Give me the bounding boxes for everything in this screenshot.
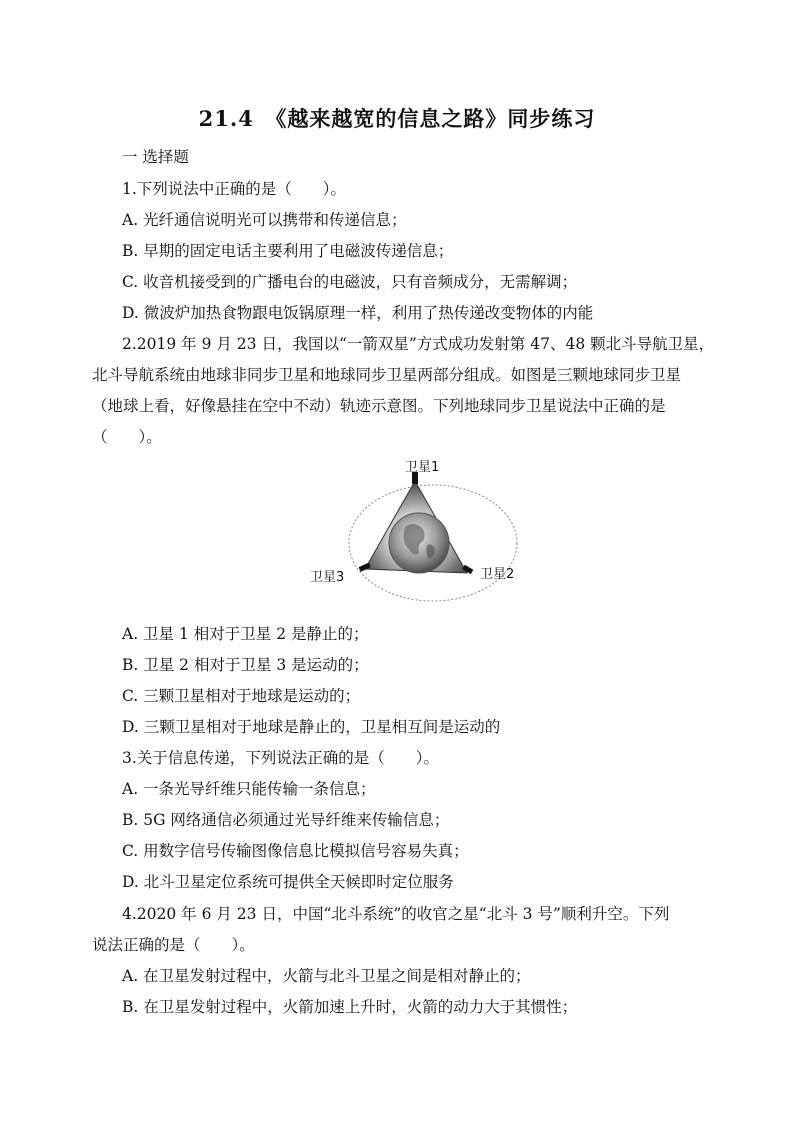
question-3-stem: 3.关于信息传递，下列说法正确的是（ ）。 — [122, 749, 440, 767]
question-2-option-a: A. 卫星 1 相对于卫星 2 是静止的； — [122, 625, 369, 643]
question-3-option-b: B. 5G 网络通信必须通过光导纤维来传输信息； — [122, 811, 450, 829]
satellite-3-label: 卫星3 — [310, 570, 345, 585]
question-3-option-d: D. 北斗卫星定位系统可提供全天候即时定位服务 — [122, 873, 454, 891]
question-2-stem-line-4: （ ）。 — [92, 428, 162, 446]
page-title: 21.4 《越来越宽的信息之路》同步练习 — [198, 106, 596, 131]
question-2-option-c: C. 三颗卫星相对于地球是运动的； — [122, 687, 361, 705]
question-1-option-a: A. 光纤通信说明光可以携带和传递信息； — [122, 211, 407, 229]
question-1-option-b: B. 早期的固定电话主要利用了电磁波传递信息； — [122, 242, 454, 260]
question-4-option-b: B. 在卫星发射过程中，火箭加速上升时，火箭的动力大于其惯性； — [122, 998, 578, 1016]
question-4-option-a: A. 在卫星发射过程中，火箭与北斗卫星之间是相对静止的； — [122, 967, 531, 985]
question-4-stem-line-2: 说法正确的是（ ）。 — [92, 936, 255, 954]
satellite-orbit-figure — [310, 455, 535, 605]
question-2-stem-line-2: 北斗导航系统由地球非同步卫星和地球同步卫星两部分组成。如图是三颗地球同步卫星 — [92, 366, 682, 384]
question-1-stem: 1.下列说法中正确的是（ ）。 — [122, 180, 347, 198]
question-4-stem-line-1: 4.2020 年 6 月 23 日，中国“北斗系统”的收官之星“北斗 3 号”顺利升空。下列 — [122, 905, 670, 923]
satellite-3-icon — [359, 563, 371, 572]
satellite-1-label: 卫星1 — [405, 460, 440, 475]
satellite-2-label: 卫星2 — [480, 567, 515, 582]
question-2-option-b: B. 卫星 2 相对于卫星 3 是运动的； — [122, 656, 369, 674]
question-1-option-d: D. 微波炉加热食物跟电饭锅原理一样，利用了热传递改变物体的内能 — [122, 304, 594, 322]
question-2-option-d: D. 三颗卫星相对于地球是静止的，卫星相互间是运动的 — [122, 718, 501, 736]
question-1-option-c: C. 收音机接受到的广播电台的电磁波，只有音频成分，无需解调； — [122, 273, 578, 291]
question-3-option-a: A. 一条光导纤维只能传输一条信息； — [122, 780, 376, 798]
question-2-stem-line-3: （地球上看，好像悬挂在空中不动）轨迹示意图。下列地球同步卫星说法中正确的是 — [92, 397, 666, 415]
question-3-option-c: C. 用数字信号传输图像信息比模拟信号容易失真； — [122, 842, 469, 860]
question-2-stem-line-1: 2.2019 年 9 月 23 日，我国以“一箭双星”方式成功发射第 47、48 颗北斗导航卫星， — [122, 335, 715, 353]
section-heading: 一 选择题 — [122, 148, 189, 166]
